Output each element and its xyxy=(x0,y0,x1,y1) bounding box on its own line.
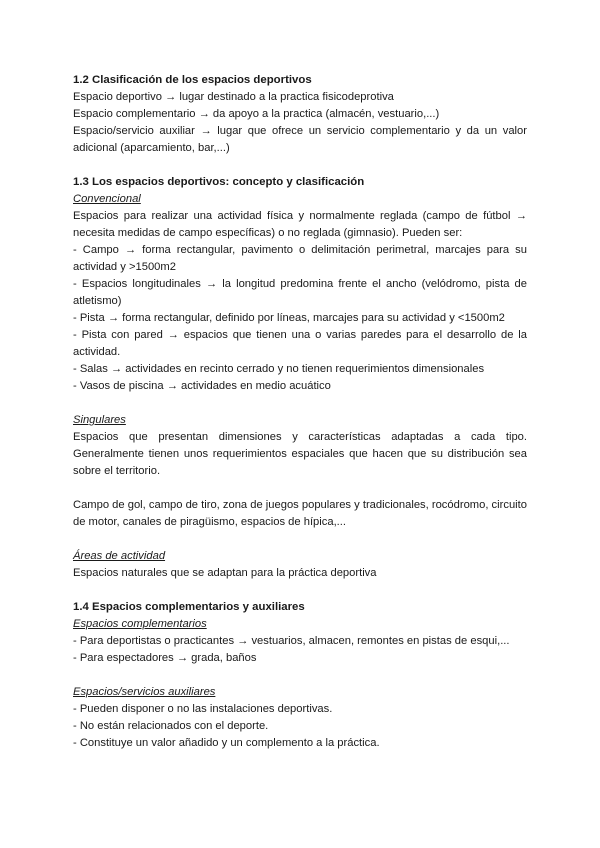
aux-item-2: - No están relacionados con el deporte. xyxy=(73,720,269,732)
section-1-4-title: 1.4 Espacios complementarios y auxiliares xyxy=(73,601,305,613)
sing-examples: Campo de gol, campo de tiro, zona de juegos populares y tradicionales, rocódromo, circuito de motor, canales de piragüismo, espacios de hípica,... xyxy=(73,499,527,528)
conv-item-1: - Campo → forma rectangular, pavimento o delimitación perimetral, marcajes para su actividad y >1500m2 xyxy=(73,244,527,273)
s12-line-1: Espacio deportivo → lugar destinado a la practica fisicodeprotiva xyxy=(73,91,394,103)
conv-item-5: - Salas → actividades en recinto cerrado y no tienen requerimientos dimensionales xyxy=(73,363,485,375)
conv-intro: Espacios para realizar una actividad física y normalmente reglada (campo de fútbol → necesita medidas de campo específicas) o no reglada (gimnasio). Pueden ser: xyxy=(73,210,527,239)
s12-line-3: Espacio/servicio auxiliar → lugar que ofrece un servicio complementario y da un valor adicional (aparcamiento, bar,...) xyxy=(73,125,527,154)
comp-item-2: - Para espectadores → grada, baños xyxy=(73,652,257,664)
comp-item-1: - Para deportistas o practicantes → vestuarios, almacen, remontes en pistas de esqui,... xyxy=(73,635,510,647)
areas-heading: Áreas de actividad xyxy=(73,550,166,562)
conv-item-2: - Espacios longitudinales → la longitud predomina frente el ancho (velódromo, pista de atletismo) xyxy=(73,278,527,307)
aux-heading: Espacios/servicios auxiliares xyxy=(73,686,216,698)
section-1-3-title: 1.3 Los espacios deportivos: concepto y clasificación xyxy=(73,176,365,188)
sing-heading: Singulares xyxy=(73,414,126,426)
comp-heading: Espacios complementarios xyxy=(73,618,207,630)
areas-text: Espacios naturales que se adaptan para la práctica deportiva xyxy=(73,567,377,579)
conv-item-4: - Pista con pared → espacios que tienen una o varias paredes para el desarrollo de la actividad. xyxy=(73,329,527,358)
conv-heading: Convencional xyxy=(73,193,141,205)
aux-item-3: - Constituye un valor añadido y un complemento a la práctica. xyxy=(73,737,380,749)
conv-item-3: - Pista → forma rectangular, definido por líneas, marcajes para su actividad y <1500m2 xyxy=(73,312,505,324)
section-1-2-title: 1.2 Clasificación de los espacios deportivos xyxy=(73,74,312,86)
sing-text: Espacios que presentan dimensiones y características adaptadas a cada tipo. Generalmente tienen unos requerimientos espaciales que hacen que su distribución sea sobre el territorio. xyxy=(73,431,527,477)
document-body xyxy=(73,72,527,752)
aux-item-1: - Pueden disponer o no las instalaciones deportivas. xyxy=(73,703,333,715)
s12-line-2: Espacio complementario → da apoyo a la practica (almacén, vestuario,...) xyxy=(73,108,440,120)
conv-item-6: - Vasos de piscina → actividades en medio acuático xyxy=(73,380,331,392)
